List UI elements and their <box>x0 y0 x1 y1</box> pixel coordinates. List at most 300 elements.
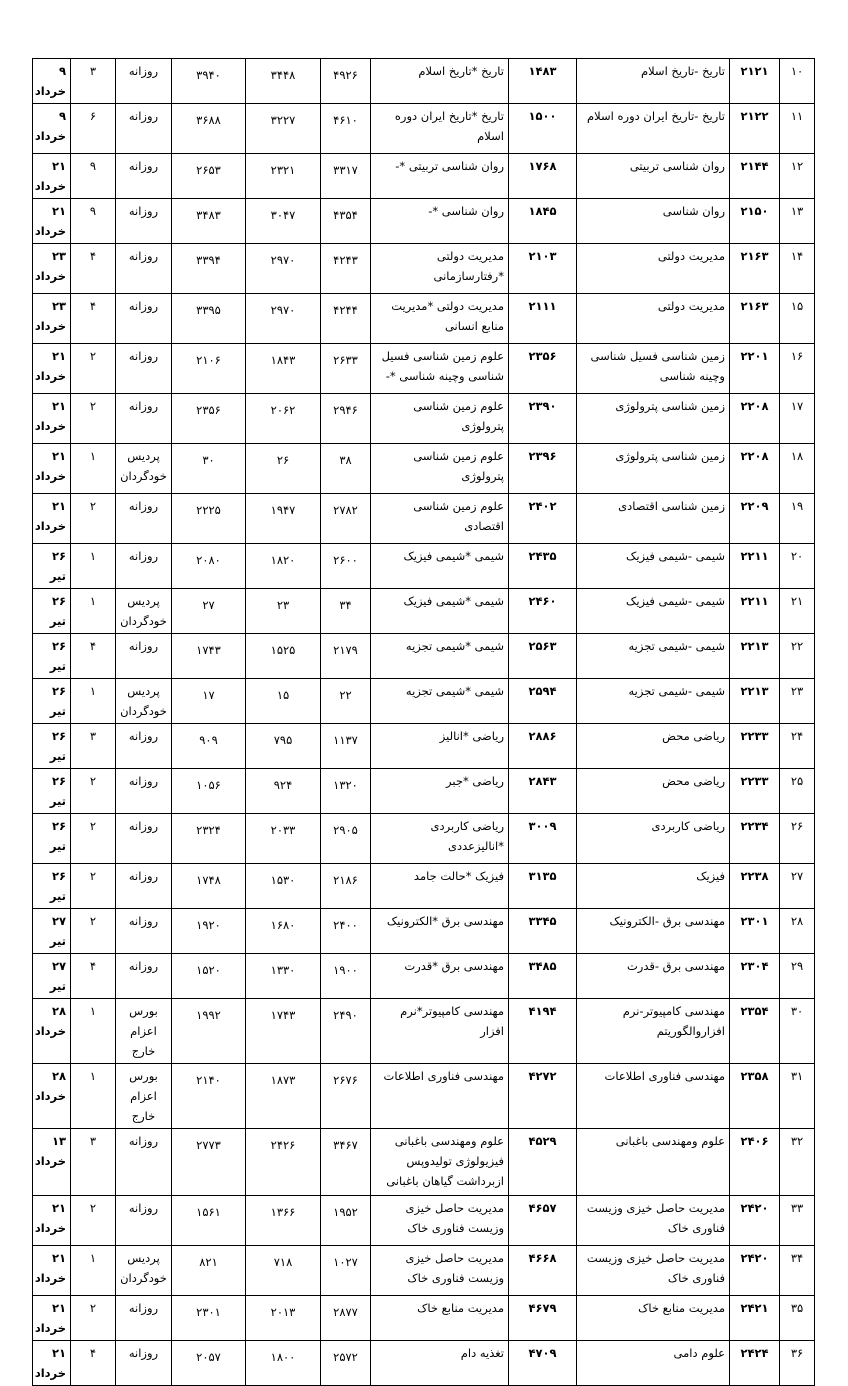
table-row <box>33 679 815 724</box>
field-code-cell: ۲۱۲۱ <box>730 59 780 104</box>
stat-score-cell-value: ۱۷ <box>202 688 215 702</box>
major-code-cell: ۲۵۹۴ <box>509 679 577 724</box>
field-code-cell: ۲۲۳۳ <box>730 724 780 769</box>
capacity-cell: ۳ <box>71 59 116 104</box>
stat-min-cell-value: ۳۲۲۷ <box>270 113 296 127</box>
stat-score-cell-value: ۱۵۲۰ <box>196 963 221 977</box>
stat-min-cell <box>246 394 321 444</box>
stat-total-cell <box>321 199 371 244</box>
stat-total-cell <box>321 954 371 999</box>
major-code-cell: ۱۴۸۳ <box>509 59 577 104</box>
stat-score-cell-value: ۱۷۴۳ <box>196 643 221 657</box>
table-row <box>33 344 815 394</box>
stat-total-cell-value: ۴۲۴۳ <box>333 253 358 267</box>
capacity-cell: ۱ <box>71 1064 116 1129</box>
row-index-cell: ۲۱ <box>780 589 815 634</box>
row-index-cell: ۱۱ <box>780 104 815 154</box>
date-cell: ۲۱ خرداد <box>33 1296 71 1341</box>
field-name-cell: شیمی -شیمی تجزیه <box>577 679 730 724</box>
stat-score-cell <box>172 954 246 999</box>
stat-total-cell <box>321 1296 371 1341</box>
field-name-cell: مهندسی کامپیوتر-نرم افزاروالگوریتم <box>577 999 730 1064</box>
stat-score-cell <box>172 589 246 634</box>
major-code-cell: ۲۳۵۶ <box>509 344 577 394</box>
major-name-cell: مهندسی فناوری اطلاعات <box>371 1064 509 1129</box>
date-cell: ۲۶ تیر <box>33 634 71 679</box>
field-code-cell: ۲۴۲۱ <box>730 1296 780 1341</box>
row-index-cell: ۳۴ <box>780 1246 815 1296</box>
stat-score-cell <box>172 1196 246 1246</box>
stat-min-cell-value: ۷۹۵ <box>273 733 293 747</box>
course-type-cell: روزانه <box>116 954 172 999</box>
major-code-cell: ۴۶۷۹ <box>509 1296 577 1341</box>
stat-total-cell <box>321 544 371 589</box>
stat-total-cell <box>321 394 371 444</box>
date-cell: ۲۸ خرداد <box>33 999 71 1064</box>
field-name-cell: ریاضی محض <box>577 724 730 769</box>
major-name-cell: ریاضی *انالیز <box>371 724 509 769</box>
capacity-cell: ۴ <box>71 634 116 679</box>
field-code-cell: ۲۴۲۴ <box>730 1341 780 1386</box>
major-name-cell: تاریخ *تاریخ ایران دوره اسلام <box>371 104 509 154</box>
field-code-cell: ۲۲۳۴ <box>730 814 780 864</box>
capacity-cell: ۱ <box>71 544 116 589</box>
course-type-cell: روزانه <box>116 344 172 394</box>
stat-min-cell-value: ۱۸۰۰ <box>270 1350 296 1364</box>
capacity-cell: ۲ <box>71 864 116 909</box>
table-row <box>33 954 815 999</box>
major-code-cell: ۴۷۰۹ <box>509 1341 577 1386</box>
major-name-cell: ریاضی *جبر <box>371 769 509 814</box>
major-code-cell: ۱۵۰۰ <box>509 104 577 154</box>
row-index-cell: ۱۶ <box>780 344 815 394</box>
stat-score-cell-value: ۲۷ <box>202 598 215 612</box>
capacity-cell: ۴ <box>71 244 116 294</box>
stat-score-cell <box>172 909 246 954</box>
course-type-cell: پردیس خودگردان <box>116 1246 172 1296</box>
course-type-cell: روزانه <box>116 814 172 864</box>
stat-total-cell <box>321 864 371 909</box>
stat-total-cell-value: ۲۶۷۶ <box>333 1073 358 1087</box>
stat-total-cell-value: ۱۰۲۷ <box>333 1255 358 1269</box>
course-type-cell: روزانه <box>116 154 172 199</box>
field-code-cell: ۲۱۶۳ <box>730 294 780 344</box>
capacity-cell: ۱ <box>71 444 116 494</box>
major-code-cell: ۳۴۸۵ <box>509 954 577 999</box>
capacity-cell: ۲ <box>71 769 116 814</box>
capacity-cell: ۹ <box>71 199 116 244</box>
date-cell: ۹ خرداد <box>33 59 71 104</box>
stat-min-cell-value: ۱۸۴۳ <box>270 353 296 367</box>
field-code-cell: ۲۲۱۱ <box>730 544 780 589</box>
stat-score-cell <box>172 444 246 494</box>
field-name-cell: شیمی -شیمی تجزیه <box>577 634 730 679</box>
major-code-cell: ۲۱۱۱ <box>509 294 577 344</box>
table-row <box>33 1129 815 1196</box>
date-cell: ۱۳ خرداد <box>33 1129 71 1196</box>
table-row <box>33 999 815 1064</box>
row-index-cell: ۱۲ <box>780 154 815 199</box>
row-index-cell: ۱۰ <box>780 59 815 104</box>
major-name-cell: مهندسی کامپیوتر*نرم افزار <box>371 999 509 1064</box>
course-type-cell: روزانه <box>116 394 172 444</box>
field-code-cell: ۲۲۰۸ <box>730 444 780 494</box>
stat-score-cell <box>172 294 246 344</box>
field-name-cell: مهندسی فناوری اطلاعات <box>577 1064 730 1129</box>
stat-total-cell-value: ۱۹۵۲ <box>333 1205 358 1219</box>
major-code-cell: ۲۸۸۶ <box>509 724 577 769</box>
stat-min-cell <box>246 999 321 1064</box>
stat-min-cell <box>246 1296 321 1341</box>
stat-total-cell-value: ۳۳۱۷ <box>333 163 358 177</box>
stat-min-cell <box>246 1064 321 1129</box>
stat-min-cell <box>246 154 321 199</box>
course-type-cell: روزانه <box>116 199 172 244</box>
stat-min-cell <box>246 589 321 634</box>
major-name-cell: علوم ومهندسی باغبانی فیزیولوژی تولیدوپس ازبرداشت گیاهان باغبانی <box>371 1129 509 1196</box>
row-index-cell: ۱۷ <box>780 394 815 444</box>
table-row <box>33 864 815 909</box>
row-index-cell: ۱۸ <box>780 444 815 494</box>
major-code-cell: ۳۱۳۵ <box>509 864 577 909</box>
field-code-cell: ۲۱۵۰ <box>730 199 780 244</box>
stat-total-cell <box>321 724 371 769</box>
capacity-cell: ۳ <box>71 1129 116 1196</box>
field-code-cell: ۲۴۲۰ <box>730 1246 780 1296</box>
course-type-cell: روزانه <box>116 724 172 769</box>
major-name-cell: علوم زمین شناسی پترولوژی <box>371 394 509 444</box>
major-code-cell: ۳۳۴۵ <box>509 909 577 954</box>
course-type-cell: بورس اعزام خارج <box>116 999 172 1064</box>
table-row <box>33 199 815 244</box>
major-name-cell: تغذیه دام <box>371 1341 509 1386</box>
stat-min-cell <box>246 1129 321 1196</box>
course-type-cell: روزانه <box>116 864 172 909</box>
major-name-cell: شیمی *شیمی فیزیک <box>371 589 509 634</box>
stat-total-cell <box>321 999 371 1064</box>
table-row <box>33 1064 815 1129</box>
stat-score-cell-value: ۲۱۴۰ <box>196 1073 221 1087</box>
stat-score-cell <box>172 199 246 244</box>
major-name-cell: روان شناسی تربیتی *- <box>371 154 509 199</box>
field-code-cell: ۲۳۰۴ <box>730 954 780 999</box>
stat-min-cell-value: ۲۹۷۰ <box>270 253 296 267</box>
stat-score-cell <box>172 104 246 154</box>
stat-min-cell-value: ۱۳۶۶ <box>270 1205 296 1219</box>
major-code-cell: ۲۳۹۰ <box>509 394 577 444</box>
field-code-cell: ۲۲۱۱ <box>730 589 780 634</box>
stat-total-cell <box>321 59 371 104</box>
stat-min-cell <box>246 494 321 544</box>
stat-score-cell <box>172 864 246 909</box>
table-row <box>33 1341 815 1386</box>
stat-min-cell <box>246 634 321 679</box>
row-index-cell: ۳۱ <box>780 1064 815 1129</box>
stat-score-cell <box>172 154 246 199</box>
date-cell: ۲۸ خرداد <box>33 1064 71 1129</box>
stat-total-cell-value: ۳۴ <box>339 598 352 612</box>
date-cell: ۲۱ خرداد <box>33 1246 71 1296</box>
field-name-cell: روان شناسی تربیتی <box>577 154 730 199</box>
date-cell: ۲۶ تیر <box>33 589 71 634</box>
stat-min-cell-value: ۲۴۲۶ <box>270 1138 296 1152</box>
stat-total-cell-value: ۲۵۷۲ <box>333 1350 358 1364</box>
stat-score-cell-value: ۲۱۰۶ <box>196 353 221 367</box>
stat-min-cell-value: ۲۰۱۳ <box>270 1305 296 1319</box>
major-code-cell: ۲۸۴۳ <box>509 769 577 814</box>
stat-score-cell-value: ۹۰۹ <box>199 733 218 747</box>
table-row <box>33 1296 815 1341</box>
row-index-cell: ۲۴ <box>780 724 815 769</box>
row-index-cell: ۳۲ <box>780 1129 815 1196</box>
stat-min-cell-value: ۷۱۸ <box>273 1255 293 1269</box>
stat-min-cell <box>246 909 321 954</box>
major-code-cell: ۱۷۶۸ <box>509 154 577 199</box>
field-code-cell: ۲۳۵۴ <box>730 999 780 1064</box>
table-row <box>33 589 815 634</box>
stat-score-cell-value: ۳۶۸۸ <box>196 113 221 127</box>
stat-score-cell-value: ۲۳۲۴ <box>196 823 221 837</box>
table-row <box>33 104 815 154</box>
course-type-cell: روزانه <box>116 1129 172 1196</box>
capacity-cell: ۱ <box>71 1246 116 1296</box>
stat-score-cell-value: ۱۵۶۱ <box>196 1205 221 1219</box>
course-type-cell: روزانه <box>116 104 172 154</box>
stat-score-cell-value: ۳۹۴۰ <box>196 68 221 82</box>
row-index-cell: ۳۳ <box>780 1196 815 1246</box>
stat-total-cell <box>321 344 371 394</box>
course-type-cell: روزانه <box>116 1296 172 1341</box>
stat-min-cell-value: ۲۶ <box>276 453 290 467</box>
stat-score-cell-value: ۳۰ <box>202 453 215 467</box>
stat-total-cell <box>321 104 371 154</box>
stat-min-cell <box>246 1246 321 1296</box>
course-type-cell: روزانه <box>116 1196 172 1246</box>
major-code-cell: ۴۱۹۴ <box>509 999 577 1064</box>
stat-total-cell <box>321 154 371 199</box>
results-table <box>32 58 815 1386</box>
course-type-cell: پردیس خودگردان <box>116 444 172 494</box>
major-name-cell: فیزیک *حالت جامد <box>371 864 509 909</box>
major-name-cell: مهندسی برق *قدرت <box>371 954 509 999</box>
stat-total-cell-value: ۲۹۰۵ <box>333 823 358 837</box>
field-name-cell: مدیریت منابع خاک <box>577 1296 730 1341</box>
field-name-cell: مدیریت حاصل خیزی وزیست فناوری خاک <box>577 1196 730 1246</box>
stat-min-cell <box>246 199 321 244</box>
capacity-cell: ۱ <box>71 999 116 1064</box>
stat-score-cell-value: ۲۰۸۰ <box>196 553 221 567</box>
major-code-cell: ۲۴۳۵ <box>509 544 577 589</box>
stat-min-cell <box>246 294 321 344</box>
stat-min-cell <box>246 244 321 294</box>
capacity-cell: ۹ <box>71 154 116 199</box>
row-index-cell: ۲۵ <box>780 769 815 814</box>
date-cell: ۹ خرداد <box>33 104 71 154</box>
table-row <box>33 769 815 814</box>
stat-min-cell-value: ۳۰۴۷ <box>270 208 296 222</box>
stat-score-cell-value: ۲۰۵۷ <box>196 1350 221 1364</box>
date-cell: ۲۶ تیر <box>33 544 71 589</box>
field-code-cell: ۲۱۲۲ <box>730 104 780 154</box>
table-row <box>33 724 815 769</box>
row-index-cell: ۱۳ <box>780 199 815 244</box>
stat-min-cell-value: ۱۷۴۳ <box>270 1008 296 1022</box>
date-cell: ۲۳ خرداد <box>33 294 71 344</box>
stat-score-cell-value: ۲۲۲۵ <box>196 503 221 517</box>
row-index-cell: ۲۳ <box>780 679 815 724</box>
date-cell: ۲۶ تیر <box>33 679 71 724</box>
date-cell: ۲۷ تیر <box>33 909 71 954</box>
stat-total-cell-value: ۲۴۰۰ <box>333 918 358 932</box>
stat-min-cell <box>246 769 321 814</box>
table-row <box>33 1196 815 1246</box>
major-name-cell: مدیریت حاصل خیزی وزیست فناوری خاک <box>371 1246 509 1296</box>
course-type-cell: روزانه <box>116 909 172 954</box>
stat-min-cell-value: ۱۶۸۰ <box>270 918 296 932</box>
field-name-cell: مدیریت دولتی <box>577 294 730 344</box>
major-name-cell: علوم زمین شناسی فسیل شناسی وچینه شناسی *- <box>371 344 509 394</box>
field-name-cell: زمین شناسی فسیل شناسی وچینه شناسی <box>577 344 730 394</box>
stat-score-cell-value: ۳۴۸۳ <box>196 208 221 222</box>
field-name-cell: شیمی -شیمی فیزیک <box>577 589 730 634</box>
stat-score-cell <box>172 1246 246 1296</box>
stat-total-cell <box>321 444 371 494</box>
stat-total-cell-value: ۲۴۹۰ <box>333 1008 358 1022</box>
major-name-cell: شیمی *شیمی فیزیک <box>371 544 509 589</box>
field-name-cell: زمین شناسی اقتصادی <box>577 494 730 544</box>
stat-total-cell-value: ۲۶۰۰ <box>333 553 358 567</box>
table-row <box>33 909 815 954</box>
field-name-cell: علوم ومهندسی باغبانی <box>577 1129 730 1196</box>
stat-score-cell-value: ۲۷۷۳ <box>196 1138 221 1152</box>
stat-score-cell-value: ۲۳۵۶ <box>196 403 221 417</box>
stat-total-cell <box>321 814 371 864</box>
stat-score-cell-value: ۲۶۵۳ <box>196 163 221 177</box>
stat-min-cell <box>246 444 321 494</box>
stat-score-cell <box>172 814 246 864</box>
stat-min-cell <box>246 104 321 154</box>
stat-total-cell-value: ۳۴۶۷ <box>333 1138 358 1152</box>
capacity-cell: ۴ <box>71 954 116 999</box>
field-code-cell: ۲۱۶۳ <box>730 244 780 294</box>
field-code-cell: ۲۱۴۴ <box>730 154 780 199</box>
date-cell: ۲۱ خرداد <box>33 1196 71 1246</box>
field-name-cell: ریاضی محض <box>577 769 730 814</box>
stat-total-cell-value: ۲۱۸۶ <box>333 873 358 887</box>
capacity-cell: ۱ <box>71 679 116 724</box>
stat-total-cell <box>321 909 371 954</box>
date-cell: ۲۶ تیر <box>33 769 71 814</box>
field-code-cell: ۲۴۰۶ <box>730 1129 780 1196</box>
table-row <box>33 634 815 679</box>
course-type-cell: پردیس خودگردان <box>116 679 172 724</box>
row-index-cell: ۱۴ <box>780 244 815 294</box>
stat-min-cell-value: ۲۰۳۳ <box>270 823 296 837</box>
stat-min-cell-value: ۲۳ <box>276 598 290 612</box>
date-cell: ۲۱ خرداد <box>33 494 71 544</box>
capacity-cell: ۲ <box>71 494 116 544</box>
stat-score-cell <box>172 544 246 589</box>
date-cell: ۲۶ تیر <box>33 814 71 864</box>
row-index-cell: ۲۷ <box>780 864 815 909</box>
field-name-cell: شیمی -شیمی فیزیک <box>577 544 730 589</box>
course-type-cell: روزانه <box>116 544 172 589</box>
major-code-cell: ۲۴۰۲ <box>509 494 577 544</box>
capacity-cell: ۲ <box>71 344 116 394</box>
stat-min-cell-value: ۱۸۷۳ <box>270 1073 296 1087</box>
table-row <box>33 444 815 494</box>
major-code-cell: ۲۱۰۳ <box>509 244 577 294</box>
course-type-cell: روزانه <box>116 59 172 104</box>
field-name-cell: ریاضی کاربردی <box>577 814 730 864</box>
stat-score-cell-value: ۱۷۴۸ <box>196 873 221 887</box>
stat-min-cell-value: ۳۴۴۸ <box>270 68 296 82</box>
stat-score-cell-value: ۸۲۱ <box>199 1255 218 1269</box>
stat-total-cell <box>321 1341 371 1386</box>
stat-total-cell-value: ۴۲۴۴ <box>333 303 358 317</box>
stat-total-cell-value: ۳۸ <box>339 453 352 467</box>
row-index-cell: ۲۲ <box>780 634 815 679</box>
row-index-cell: ۲۸ <box>780 909 815 954</box>
major-name-cell: شیمی *شیمی تجزیه <box>371 679 509 724</box>
major-name-cell: علوم زمین شناسی پترولوژی <box>371 444 509 494</box>
stat-score-cell <box>172 244 246 294</box>
stat-total-cell <box>321 1196 371 1246</box>
stat-min-cell-value: ۹۲۴ <box>273 778 293 792</box>
stat-score-cell-value: ۱۹۹۲ <box>196 1008 221 1022</box>
stat-min-cell <box>246 814 321 864</box>
field-name-cell: علوم دامی <box>577 1341 730 1386</box>
stat-min-cell-value: ۱۸۲۰ <box>270 553 296 567</box>
stat-total-cell-value: ۴۹۲۶ <box>333 68 358 82</box>
stat-score-cell <box>172 59 246 104</box>
stat-total-cell-value: ۲۷۸۲ <box>333 503 358 517</box>
field-name-cell: مهندسی برق -قدرت <box>577 954 730 999</box>
table-row <box>33 494 815 544</box>
stat-total-cell-value: ۲۶۳۳ <box>333 353 358 367</box>
major-name-cell: ریاضی کاربردی *انالیزعددی <box>371 814 509 864</box>
capacity-cell: ۲ <box>71 1196 116 1246</box>
stat-total-cell <box>321 294 371 344</box>
stat-total-cell <box>321 589 371 634</box>
row-index-cell: ۲۰ <box>780 544 815 589</box>
stat-total-cell <box>321 1246 371 1296</box>
stat-score-cell <box>172 634 246 679</box>
stat-score-cell <box>172 1129 246 1196</box>
capacity-cell: ۱ <box>71 589 116 634</box>
major-code-cell: ۱۸۴۵ <box>509 199 577 244</box>
capacity-cell: ۲ <box>71 909 116 954</box>
major-name-cell: مدیریت منابع خاک <box>371 1296 509 1341</box>
stat-score-cell <box>172 1064 246 1129</box>
major-name-cell: تاریخ *تاریخ اسلام <box>371 59 509 104</box>
stat-min-cell <box>246 864 321 909</box>
field-name-cell: فیزیک <box>577 864 730 909</box>
stat-min-cell-value: ۲۳۲۱ <box>270 163 296 177</box>
stat-total-cell-value: ۱۹۰۰ <box>333 963 358 977</box>
stat-total-cell-value: ۲۸۷۷ <box>333 1305 358 1319</box>
stat-min-cell <box>246 679 321 724</box>
major-code-cell: ۴۵۲۹ <box>509 1129 577 1196</box>
date-cell: ۲۶ تیر <box>33 864 71 909</box>
major-code-cell: ۴۶۶۸ <box>509 1246 577 1296</box>
stat-score-cell <box>172 344 246 394</box>
field-name-cell: مدیریت حاصل خیزی وزیست فناوری خاک <box>577 1246 730 1296</box>
stat-score-cell <box>172 394 246 444</box>
stat-min-cell-value: ۲۰۶۲ <box>270 403 296 417</box>
stat-score-cell-value: ۳۳۹۵ <box>196 303 221 317</box>
capacity-cell: ۴ <box>71 1341 116 1386</box>
